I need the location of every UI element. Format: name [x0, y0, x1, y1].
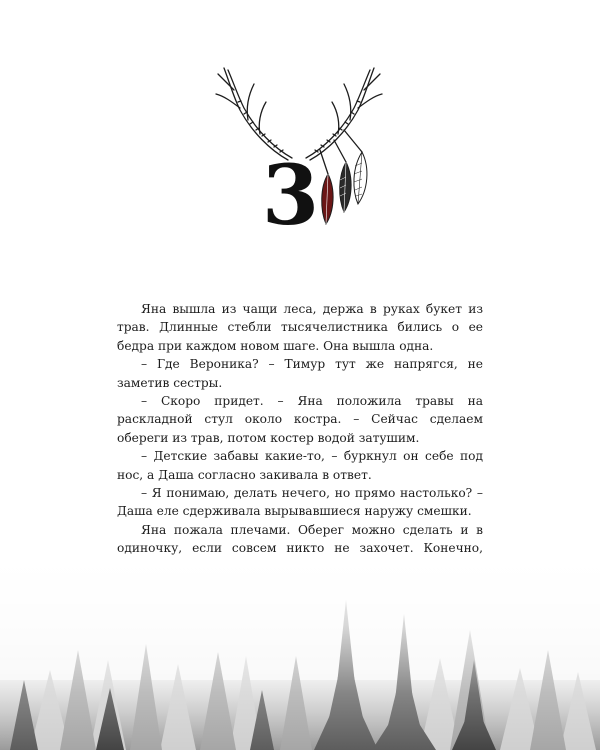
feather-icon — [322, 174, 333, 224]
paragraph: – Я понимаю, делать нечего, но прямо настолько? – Даша еле сдерживала вырывавшиеся наружу смешки. — [117, 486, 483, 519]
paragraph: Яна вышла из чащи леса, держа в руках букет из трав. Длинные стебли тысячелистника бились о ее бедра при каждом новом шаге. Она вышла одна. — [117, 302, 483, 353]
chapter-number: 3 — [262, 148, 320, 237]
chapter-text — [117, 300, 483, 576]
antlers-with-feathers-icon — [210, 62, 390, 237]
feather-icon — [354, 152, 367, 204]
paragraph: – Детские забавы какие-то, – буркнул он себе под нос, а Даша согласно закивала в ответ. — [117, 449, 483, 482]
foggy-forest-illustration — [0, 560, 600, 750]
paragraph: – Где Вероника? – Тимур тут же напрягся, не заметив сестры. — [117, 357, 483, 390]
paragraph: – Скоро придет. – Яна положила травы на раскладной стул около костра. – Сейчас сделаем обереги из трав, потом костер водой затушим. — [117, 394, 483, 445]
feather-icon — [340, 162, 351, 212]
paragraph: Яна пожала плечами. Оберег можно сделать и в одиночку, если совсем никто не захочет. Конечно, — [117, 522, 483, 556]
